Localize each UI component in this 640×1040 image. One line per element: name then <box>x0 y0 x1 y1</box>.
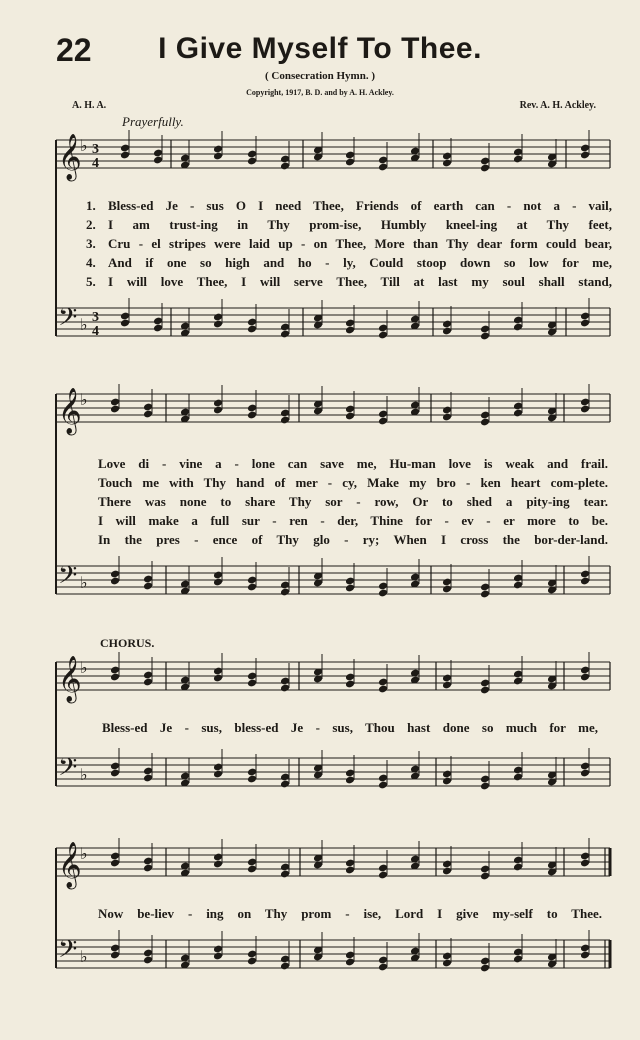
verse-text: Bless-ed Je - sus O I need Thee, Friends of earth can - not a - vail, <box>108 198 612 213</box>
verse-number: 2. <box>86 217 96 232</box>
verse-number: 5. <box>86 274 96 289</box>
verse-line: In the pres - ence of Thy glo - ry; When I cross the bor-der-land. <box>98 532 608 547</box>
tempo-marking: Prayerfully. <box>122 114 184 129</box>
verse-line: Touch me with Thy hand of mer - cy, Make my bro - ken heart com-plete. <box>98 475 608 490</box>
bass-clef-icon: 𝄢 <box>58 303 78 338</box>
treble-clef-icon: 𝄞 <box>58 656 82 702</box>
flat-icon: ♭ <box>80 390 88 409</box>
bass-clef-icon: 𝄢 <box>58 935 78 970</box>
flat-icon: ♭ <box>80 315 88 334</box>
music-credit: Rev. A. H. Ackley. <box>519 100 596 111</box>
verse-line: I will make a full sur - ren - der, Thine for - ev - er more to be. <box>98 513 608 528</box>
bass-clef-icon: 𝄢 <box>58 753 78 788</box>
chorus-label: CHORUS. <box>100 636 155 650</box>
treble-clef-icon: 𝄞 <box>58 388 82 434</box>
time-signature-bottom: 4 <box>92 324 99 339</box>
words-credit: A. H. A. <box>72 100 107 111</box>
verse-line <box>86 272 612 291</box>
system1-lyrics <box>86 196 612 291</box>
verse-text: I will love Thee, I will serve Thee, Till at last my soul shall stand, <box>108 274 612 289</box>
hymn-subtitle: ( Consecration Hymn. ) <box>265 70 375 82</box>
verse-text: And if one so high and ho - ly, Could stoop down so low for me, <box>108 255 612 270</box>
flat-icon: ♭ <box>80 765 88 784</box>
verse-line: Love di - vine a - lone can save me, Hu-man love is weak and frail. <box>98 456 608 471</box>
flat-icon: ♭ <box>80 947 88 966</box>
verse-number: 3. <box>86 236 96 251</box>
flat-icon: ♭ <box>80 136 88 155</box>
chorus-line-2: Now be-liev - ing on Thy prom - ise, Lord I give my-self to Thee. <box>98 906 602 921</box>
chorus-line-1: Bless-ed Je - sus, bless-ed Je - sus, Thou hast done so much for me, <box>102 720 598 735</box>
hymn-number: 22 <box>56 32 92 68</box>
flat-icon: ♭ <box>80 658 88 677</box>
hymn-title: I Give Myself To Thee. <box>158 32 482 65</box>
verse-line: There was none to share Thy sor - row, Or to shed a pity-ing tear. <box>98 494 608 509</box>
bass-clef-icon: 𝄢 <box>58 561 78 596</box>
time-signature-top: 3 <box>92 310 99 325</box>
verse-number: 1. <box>86 198 96 213</box>
verse-line <box>86 253 612 272</box>
flat-icon: ♭ <box>80 844 88 863</box>
system2-lyrics <box>98 454 608 549</box>
time-signature-top: 3 <box>92 142 99 157</box>
verse-line <box>86 234 612 253</box>
verse-text: I am trust-ing in Thy prom-ise, Humbly kneel-ing at Thy feet, <box>108 217 612 232</box>
treble-clef-icon: 𝄞 <box>58 842 82 888</box>
flat-icon: ♭ <box>80 573 88 592</box>
time-signature-bottom: 4 <box>92 156 99 171</box>
verse-text: Cru - el stripes were laid up - on Thee, More than Thy dear form could bear, <box>108 236 612 251</box>
verse-line <box>86 196 612 215</box>
verse-line <box>86 215 612 234</box>
treble-clef-icon: 𝄞 <box>58 134 82 180</box>
verse-number: 4. <box>86 255 96 270</box>
copyright-notice: Copyright, 1917, B. D. and by A. H. Ackley. <box>246 88 394 97</box>
